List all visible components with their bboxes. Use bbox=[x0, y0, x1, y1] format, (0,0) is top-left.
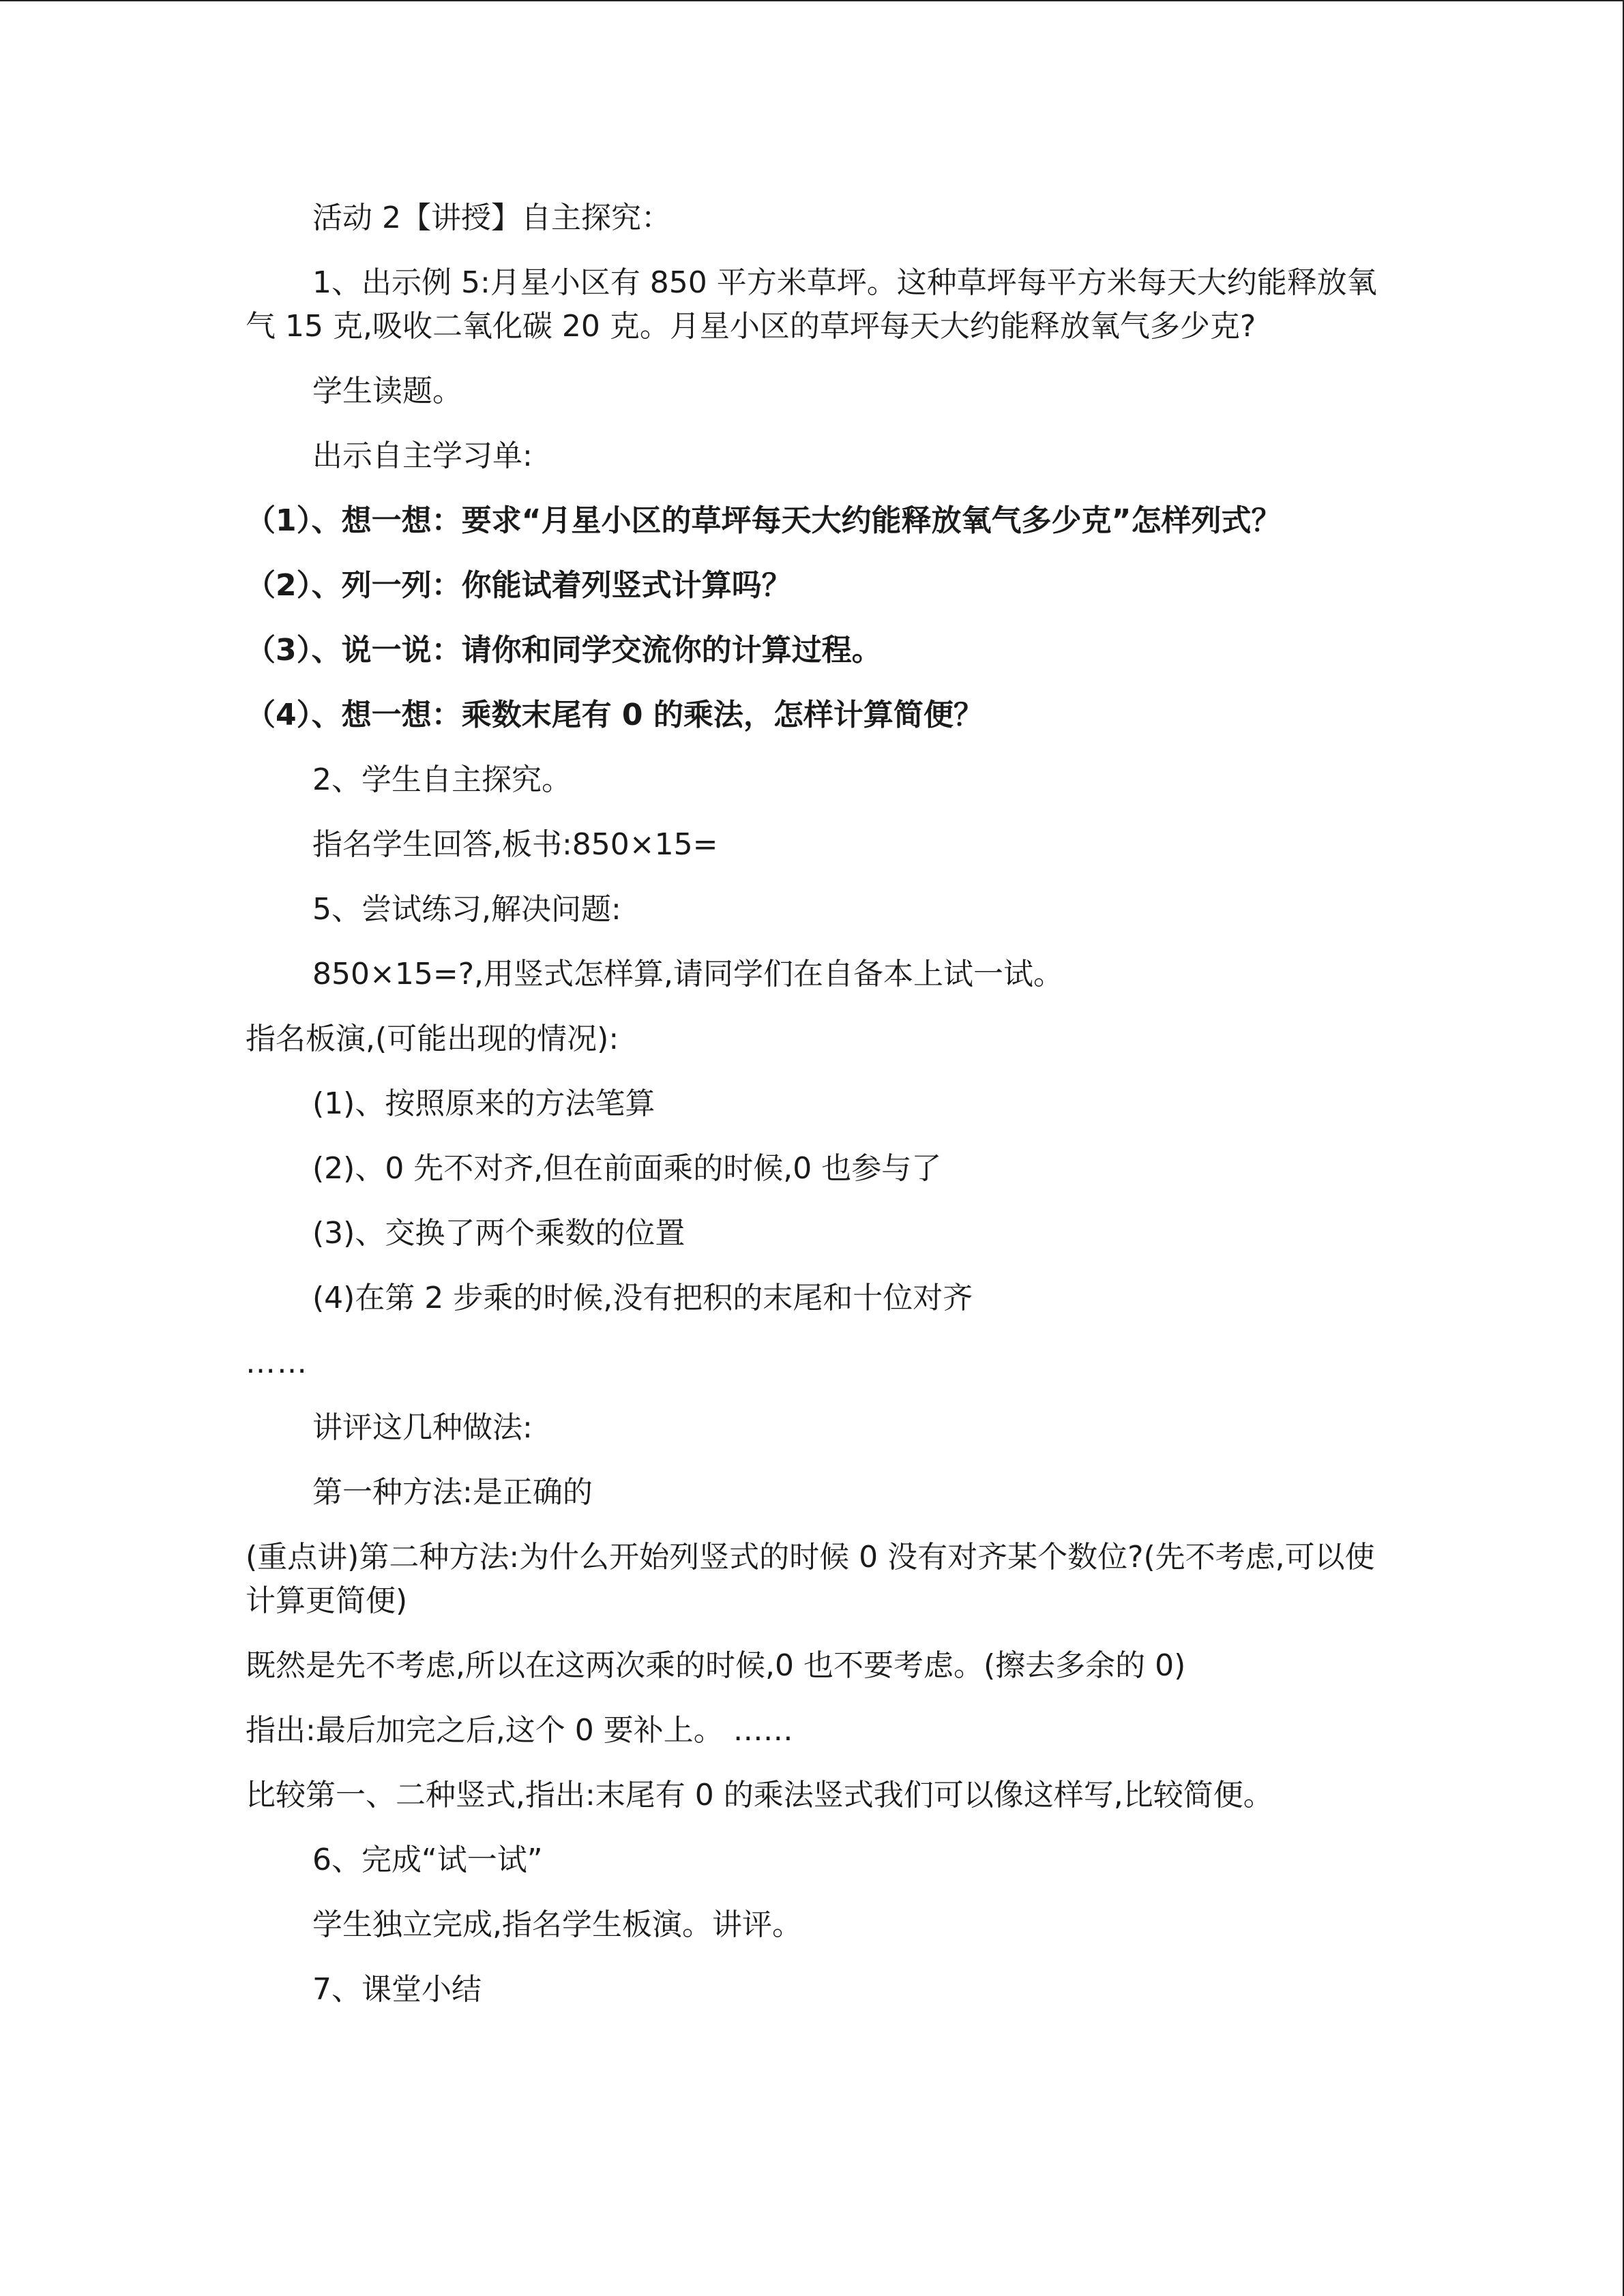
study-question-4: （4）、想一想：乘数末尾有 0 的乘法，怎样计算简便？ bbox=[246, 698, 984, 732]
board-writing: 指名学生回答,板书:850×15= bbox=[312, 827, 718, 862]
compare-note: 比较第一、二种竖式,指出:末尾有 0 的乘法竖式我们可以像这样写,比较简便。 bbox=[246, 1778, 1273, 1813]
read-problem-step: 学生读题。 bbox=[312, 374, 462, 408]
case-1: (1)、按照原来的方法笔算 bbox=[312, 1086, 655, 1121]
case-3: (3)、交换了两个乘数的位置 bbox=[312, 1216, 685, 1251]
board-demo-intro: 指名板演,(可能出现的情况): bbox=[246, 1022, 619, 1056]
practice-instruction: 850×15=?,用竖式怎样算,请同学们在自备本上试一试。 bbox=[312, 957, 1064, 992]
study-question-2: （2）、列一列：你能试着列竖式计算吗？ bbox=[246, 568, 792, 603]
independent-work: 学生独立完成,指名学生板演。讲评。 bbox=[312, 1907, 802, 1942]
study-question-3: （3）、说一说：请你和同学交流你的计算过程。 bbox=[246, 633, 882, 668]
study-sheet-intro: 出示自主学习单: bbox=[312, 438, 533, 473]
method-1-note: 第一种方法:是正确的 bbox=[312, 1475, 593, 1510]
case-2: (2)、0 先不对齐,但在前面乘的时候,0 也参与了 bbox=[312, 1151, 942, 1186]
study-question-1: （1）、想一想：要求“月星小区的草坪每天大约能释放氧气多少克”怎样列式？ bbox=[246, 503, 1282, 538]
practice-step: 5、尝试练习,解决问题: bbox=[312, 892, 621, 927]
add-zero-note: 指出:最后加完之后,这个 0 要补上。 …… bbox=[246, 1713, 793, 1748]
ignore-zero-note: 既然是先不考虑,所以在这两次乘的时候,0 也不要考虑。(擦去多余的 0) bbox=[246, 1648, 1186, 1683]
review-intro: 讲评这几种做法: bbox=[312, 1410, 533, 1445]
document-body bbox=[246, 196, 1391, 2033]
case-4: (4)在第 2 步乘的时候,没有把积的末尾和十位对齐 bbox=[312, 1281, 973, 1315]
class-summary: 7、课堂小结 bbox=[312, 1972, 482, 2007]
activity-heading: 活动 2【讲授】自主探究： bbox=[312, 200, 671, 235]
self-explore-step: 2、学生自主探究。 bbox=[312, 762, 572, 797]
example-problem: 1、出示例 5:月星小区有 850 平方米草坪。这种草坪每平方米每天大约能释放氧气 15 克,吸收二氧化碳 20 克。月星小区的草坪每天大约能释放氧气多少克? bbox=[246, 265, 1377, 344]
ellipsis: …… bbox=[246, 1345, 308, 1380]
method-2-note: (重点讲)第二种方法:为什么开始列竖式的时候 0 没有对齐某个数位?(先不考虑,可以使计算更简便) bbox=[246, 1540, 1375, 1618]
try-it-step: 6、完成“试一试” bbox=[312, 1843, 543, 1877]
